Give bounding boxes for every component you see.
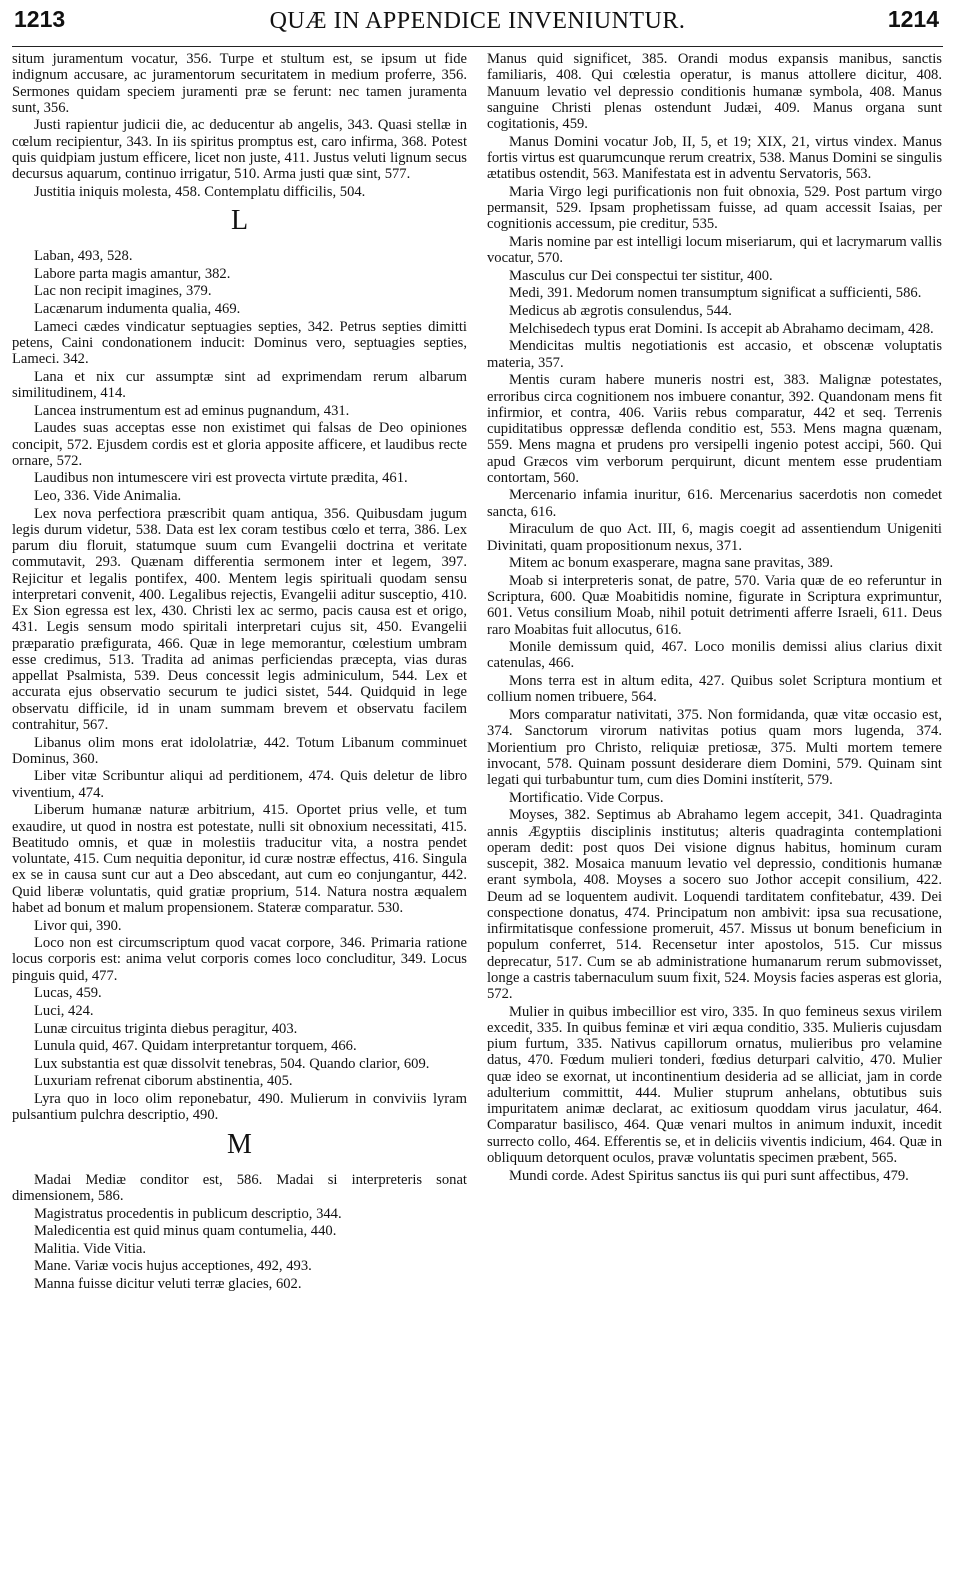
index-entry: Libanus olim mons erat idololatriæ, 442. Totum Libanum comminuet Dominus, 360. (12, 734, 467, 767)
index-entry: Medicus ab ægrotis consulendus, 544. (509, 303, 732, 320)
index-entry: Mortificatio. Vide Corpus. (509, 789, 664, 806)
index-entry: Moab si interpreteris sonat, de patre, 570. Varia quæ de eo referuntur in Scriptura, 600. Quæ Moabitidis nomine, figurate in Scriptura exprimuntur, 601. Vetus consilium Moab, nihil potuit detrimenti afferre Israeli, 611. Deus raro Moabitas fuit allocutus, 616. (487, 572, 942, 638)
index-entry: Masculus cur Dei conspectui ter sistitur, 400. (509, 267, 773, 284)
index-entry: Madai Mediæ conditor est, 586. Madai si interpreteris sonat dimensionem, 586. (12, 1171, 467, 1204)
index-entry: Justi rapientur judicii die, ac deducentur ab angelis, 343. Quasi stellæ in cœlum recipientur, 343. In iis spiritus promptus est, caro infirma, 368. Potest quis quidpiam justum efficere, licet non juste, 411. Justus veluti lignum secus decursus aquarum, continuo irrigatur, 510. Arma justi quæ sint, 577. (12, 117, 467, 183)
index-entry: Liber vitæ Scribuntur aliqui ad perditionem, 474. Quis deletur de libro viventium, 474. (12, 768, 467, 801)
index-entry: Melchisedech typus erat Domini. Is accepit ab Abrahamo decimam, 428. (509, 320, 934, 337)
index-entry: Mundi corde. Adest Spiritus sanctus iis qui puri sunt affectibus, 479. (509, 1167, 909, 1184)
right-column (487, 51, 942, 1294)
index-entry: Medi, 391. Medorum nomen transumptum significat a sufficienti, 586. (509, 285, 922, 302)
index-entry: Lunula quid, 467. Quidam interpretantur torquem, 466. (34, 1038, 357, 1055)
index-entry: Maria Virgo legi purificationis non fuit obnoxia, 529. Post partum virgo permansit, 529. Ipsam prophetissam fuisse, ad quam accessit Isaias, per cognitionis accessum, pie creditur, 535. (487, 183, 942, 233)
index-entry: Mors comparatur nativitati, 375. Non formidanda, quæ vitæ occasio est, 374. Sanctorum virorum nativitas potius quam mors lugenda, 374. Morientium pro Christo, reliquiæ pretiosæ, 375. Multi mortem temere invocant, 578. Quinam possunt desiderare diem Domini, 579. Quinam sint legati qui turbabuntur tum, cum dies Domini instíterit, 579. (487, 707, 942, 788)
running-title: QUÆ IN APPENDICE INVENIUNTUR. (269, 8, 686, 34)
index-entry: Lameci cædes vindicatur septuagies septies, 342. Petrus septies dimitti petens, Caini condonationem inducit: Dominus vero, septuagies septies, Lameci. 342. (12, 318, 467, 368)
index-entry: Luci, 424. (34, 1002, 94, 1019)
index-entry: Loco non est circumscriptum quod vacat corpore, 346. Primaria ratione locus corporis est: anima velut corporis comes loco concluditur, 349. Locus pinguis quid, 477. (12, 935, 467, 984)
index-entry: Labore parta magis amantur, 382. (34, 265, 231, 282)
index-entry: Luxuriam refrenat ciborum abstinentia, 405. (34, 1073, 293, 1090)
index-entry: Mulier in quibus imbecillior est viro, 335. In quo femineus sexus virilem excedit, 335. In quibus feminæ et viri æqua conditio, 335. Mulieris cujusdam pium furtum, 335. Nativus capillorum ornatus, mulieribus pro velamine datus, 470. Fœdum mulieri tonderi, fœdius deturpari calvitio, 470. Mulier quæ ideo se exornat, ut incontinentium desideria ad se alliciat, jam in corde adulterium committit, 444. Mulier stuprum anhelans, obtutibus suis impuritatem animæ declarat, ac exitiosum quoddam virus jaculatur, 464. Comparatur basilisco, 464. Quæ venari multos in animum induxit, incedit surrecto collo, 464. Efferentis se, et in deliciis viventis indicium, 464. Quæ in obliquum detorquent oculos, pravæ voluntatis specimen præbent, 565. (487, 1003, 942, 1166)
index-entry-continued: situm juramentum vocatur, 356. Turpe et stultum est, se ipsum ut fide indignum accusare, ac juramentorum securitatem in medium proferre, 356. Sermones quidam speciem juramenti præ se ferunt: nec tamen juramenta sunt, 356. (12, 51, 467, 116)
index-entry: Leo, 336. Vide Animalia. (34, 488, 182, 505)
index-entry: Lex nova perfectiora præscribit quam antiqua, 356. Quibusdam jugum legis durum videtur, 538. Data est lex coram testibus cœlo et terra, 386. Lex parum diu floruit, statumque suum cum Evangelii doctrina et veritate commutavit, 293. Quænam differentia sermonem inter et legem, 397. Rejicitur et legalis pontifex, 400. Mentem legis spirituali quodam sensu interpretari convenit, 400. Legalibus rejectis, Evangelii aditur susceptio, 410. Ex Sion egressa est lex, 430. Christi lex ac sermo, pacis causa est et origo, 431. Legis sensum modo spiritali interpretari cujus sit, 450. Evangelii præparatio præfigurata, 466. Quæ in lege memorantur, cœlestium umbram esse credimus, 513. Tradita ad animas perficiendas præcepta, vias duras appellat Psalmista, 539. Deus concessit legis adminiculum, 544. Lex et accurata ejus observatio securum te judici sistet, 544. Quidquid in lege observatu difficile, id in unam summam brevem et observatu facilem contrahitur, 567. (12, 505, 467, 733)
index-entry: Livor qui, 390. (34, 917, 122, 934)
index-entry: Laban, 493, 528. (34, 248, 133, 265)
index-entry: Lana et nix cur assumptæ sint ad exprimendam rerum albarum similitudinem, 414. (12, 368, 467, 401)
section-letter: L (230, 205, 249, 237)
index-entry: Manna fuisse dicitur veluti terræ glacies, 602. (34, 1276, 302, 1293)
index-entry-continued: Manus quid significet, 385. Orandi modus expansis manibus, sanctis familiaris, 408. Qui cœlestia operatur, is manus attollere dicitur, 408. Manuum levatio vel depressio conditionis humanæ symbola, 408. Manus sanguine Christi plenas ostendunt Judæi, 409. Manus organa sunt cogitationis, 459. (487, 51, 942, 132)
index-entry: Lac non recipit imagines, 379. (34, 283, 212, 300)
index-entry: Moyses, 382. Septimus ab Abrahamo legem accepit, 341. Quadraginta annis Ægyptiis disciplinis institutus; alteris quadraginta contemplationi operam dedit: post quos Dei visione dignus habitus, hominum curam suscepit, 382. Mosaica manuum levatio vel depressio, conditionis humanæ erant symbola, 408. Moyses a socero suo Jothor accepit consilium, 422. Deum ad se loquentem audivit. Loquendi tarditatem confitebatur, 439. Dei conspectione donatus, 474. Principatum non ambivit: ipsa sua recusatione, infirmitatisque confessione promeruit, 457. Missus ut bonum beneficium in populum conferret, 514. Recensetur inter apostolos, 515. Cur missus deprecatur, 517. Cum se ab administratione humanarum rerum submovisset, longe a castris tabernaculum suum fixit, 524. Moysis facies asperas est gloria, 572. (487, 807, 942, 1003)
index-entry: Mons terra est in altum edita, 427. Quibus solet Scriptura montium et collium nomen tribuere, 564. (487, 673, 942, 706)
index-entry: Mendicitas multis negotiationis est accasio, et obscenæ voluptatis materia, 357. (487, 338, 942, 371)
index-entry: Mentis curam habere muneris nostri est, 383. Malignæ potestates, erroribus circa cognitionem nos imbuere conantur, 392. Quandonam mens fit infirmior, et contra, 406. Variis rebus comparatur, 442 et seq. Terrenis cupiditatibus oppressæ deflenda conditio est, 553. Mens magna quænam, 559. Mens magna et prudens pro versipelli ingenio potest accipi, 560. Qui apud Græcos vim verborum perquirunt, dicunt mentem esse prudentiam contortam, 560. (487, 372, 942, 486)
left-page-number: 1213 (14, 6, 66, 32)
index-entry: Mercenario infamia inuritur, 616. Mercenarius sacerdotis non comedet sancta, 616. (487, 487, 942, 520)
index-entry: Monile demissum quid, 467. Loco monilis demissi alius clarius dixit catenulas, 466. (487, 639, 942, 672)
index-entry: Justitia iniquis molesta, 458. Contemplatu difficilis, 504. (34, 183, 366, 200)
index-entry: Maris nomine par est intelligi locum miseriarum, qui et lacrymarum vallis vocatur, 570. (487, 233, 942, 267)
page-header (12, 4, 943, 47)
index-entry: Lyra quo in loco olim reponebatur, 490. Mulierum in conviviis lyram pulsantium pulchra descriptio, 490. (12, 1091, 467, 1124)
index-entry: Laudibus non intumescere viri est provecta virtute prædita, 461. (34, 470, 408, 487)
index-entry: Laudes suas acceptas esse non existimet qui falsas de Deo opiniones concipit, 572. Ejusdem cordis est et gloria apposite afficere, et laudibus recte ornare, 572. (12, 420, 467, 469)
left-column (12, 51, 467, 1294)
index-entry: Manus Domini vocatur Job, II, 5, et 19; XIX, 21, virtus vindex. Manus fortis virtus est quarumcunque rerum creatrix, 538. Manus Domini se singulis ætatibus ostendit, 563. Manifestata est in adventu Servatoris, 563. (487, 133, 942, 183)
index-entry: Mane. Variæ vocis hujus acceptiones, 492, 493. (34, 1258, 312, 1275)
index-entry: Lux substantia est quæ dissolvit tenebras, 504. Quando clarior, 609. (34, 1055, 430, 1072)
index-entry: Lacænarum indumenta qualia, 469. (34, 300, 241, 317)
index-entry: Malitia. Vide Vitia. (34, 1240, 147, 1257)
index-entry: Liberum humanæ naturæ arbitrium, 415. Oportet prius velle, et tum exaudire, ut quod in nostra est potestate, nulli sit obnoxium necessitati, 415. Beatitudo omnis, et quæ in molestiis traducitur vita, a nostra pendet voluntate, 415. Cum nequitia deponitur, id curæ nostræ effectus, 416. Singula ex se in causa sunt cur aut a Deo abscedant, aut cum eo conjungantur, 442. Quid liberæ voluntatis, quid gratiæ proprium, 514. Natura nostra æqualem habet ad bonum et malum propensionem. Stateræ comparatur. 530. (12, 802, 467, 916)
section-letter: M (227, 1128, 252, 1160)
index-entry: Lancea instrumentum est ad eminus pugnandum, 431. (34, 402, 350, 419)
right-page-number: 1214 (887, 6, 939, 32)
index-entry: Magistratus procedentis in publicum descriptio, 344. (34, 1205, 342, 1222)
index-columns (12, 51, 943, 1294)
index-entry: Lunæ circuitus triginta diebus peragitur, 403. (34, 1020, 298, 1037)
index-entry: Miraculum de quo Act. III, 6, magis coegit ad assentiendum Unigeniti Divinitati, quam propositionum nexus, 371. (487, 521, 942, 554)
index-entry: Mitem ac bonum exasperare, magna sane pravitas, 389. (509, 555, 834, 572)
index-entry: Maledicentia est quid minus quam contumelia, 440. (34, 1223, 337, 1240)
index-entry: Lucas, 459. (34, 985, 102, 1002)
